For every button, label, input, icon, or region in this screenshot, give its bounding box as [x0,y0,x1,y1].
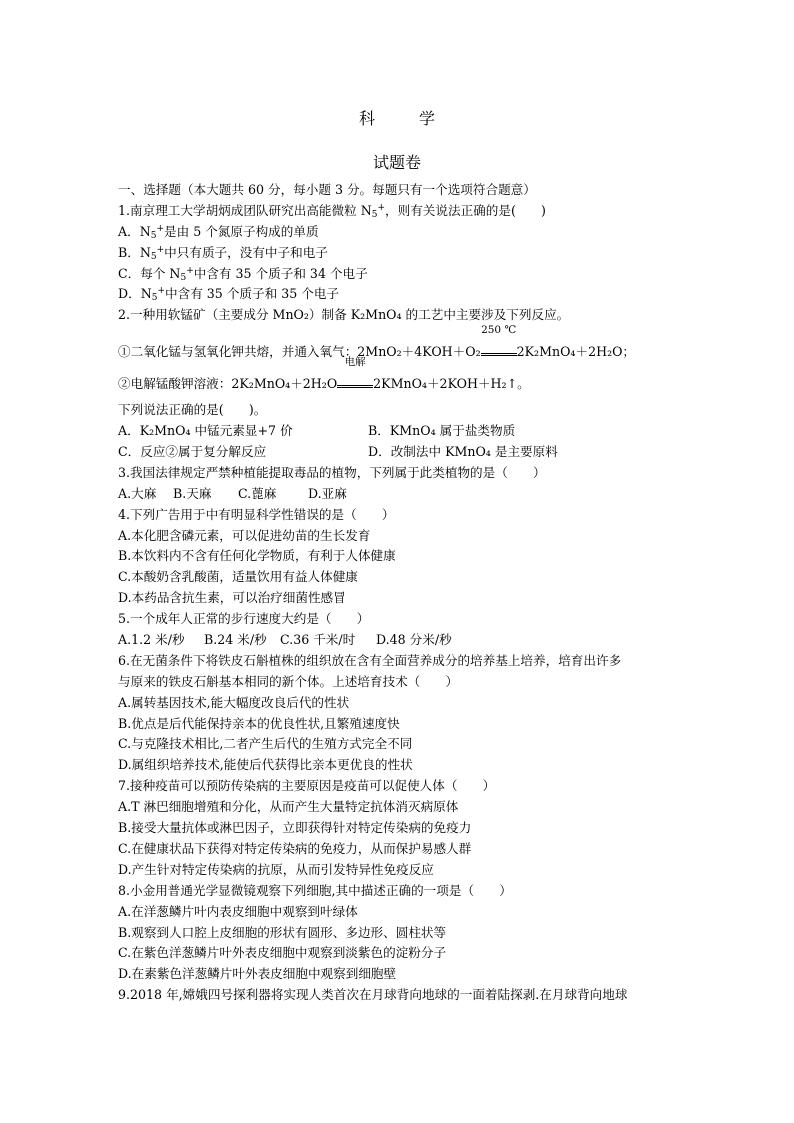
question-2-stem: 2.一种用软锰矿（主要成分 MnO₂）制备 K₂MnO₄ 的工艺中主要涉及下列反应。 [118,307,570,323]
option: C.在紫色洋葱鳞片叶外表皮细胞中观察到淡紫色的淀粉分子 [118,945,447,961]
option-row [118,630,678,651]
question-6-stem: 6.在无菌条件下将铁皮石斛植株的组织放在含有全面营养成分的培养基上培养，培育出许多 [118,652,622,668]
subject-char: 科 [358,109,375,128]
question-1-stem: 1.南京理工大学胡炳成团队研究出高能微粒 $N_5^+$，则有关说法正确的是( ) [118,202,546,220]
question-5-stem: 5.一个成年人正常的步行速度大约是（ ） [118,611,370,627]
option: C.在健康状品下获得对特定传染病的免疫力，从而保护易感人群 [118,840,472,856]
paper-title: 试题卷 [372,153,421,172]
option: D.亚麻 [308,485,347,501]
option: A.大麻 [118,485,157,501]
question-3-stem: 3.我国法律规定严禁种植能提取毒品的植物，下列属于此类植物的是（ ） [118,464,546,480]
question-9-stem: 9.2018 年,嫦娥四号探利器将实现人类首次在月球背向地球的一面着陆探剥.在月球背向地球 [118,987,628,1003]
option: C.36 千米/时 [280,632,356,648]
question-7-stem: 7.接种疫苗可以预防传染病的主要原因是疫苗可以促使人体（ ） [118,778,496,794]
option: D．改制法中 KMnO₄ 是主要原料 [368,444,558,460]
question-body [118,180,678,1006]
subject-char: 学 [419,109,436,128]
equation-2: ②电解锰酸钾溶液：2K₂MnO₄＋2H₂O 电解 2KMnO₄＋2KOH＋H₂↑。 [118,356,530,392]
question-6-stem: 与原来的铁皮石斛基本相同的新个体。上述培育技术（ ） [118,673,459,689]
option: A．K₂MnO₄ 中锰元素显+7 价 [118,423,293,439]
reaction-condition: 250 ℃ [481,337,517,356]
reaction-condition: 电解 [337,369,373,388]
option: D.48 分米/秒 [376,632,452,648]
option: C.蓖麻 [238,485,277,501]
option: A.1.2 米/秒 [118,632,185,648]
option: A.属转基因技术,能大幅度改良后代的性状 [118,694,350,710]
option-row [118,421,678,442]
option: D.在素紫色洋葱鳞片叶外表皮细胞中观察到细胞壁 [118,966,397,982]
option: D．$N_5^+$中含有 35 个质子和 35 个电子 [118,286,340,304]
option: C.与克隆技术相比,二者产生后代的生殖方式完全不同 [118,736,413,752]
option: A．$N_5^+$是由 5 个氮原子构成的单质 [118,223,319,241]
option: B.优点是后代能保持亲本的优良性状,且繁殖速度快 [118,715,400,731]
option: D.本药品含抗生素，可以治疗细菌性感冒 [118,590,346,606]
option: B.接受大量抗体或淋巴因子，立即获得针对特定传染病的免疫力 [118,820,472,836]
option: D.产生针对特定传染病的抗原，从而引发特异性免疫反应 [118,861,434,877]
question-4-stem: 4.下列广告用于中有明显科学性错误的是（ ） [118,506,395,522]
section-heading: 一、选择题（本大题共 60 分，每小题 3 分。每题只有一个选项符合题意） [118,182,536,197]
option: A.在洋葱鳞片叶内表皮细胞中观察到叶绿体 [118,903,358,919]
option: C.本酸奶含乳酸菌，适量饮用有益人体健康 [118,569,358,585]
option: B．$N_5^+$中只有质子，没有中子和电子 [118,244,328,262]
option: B.24 米/秒 [204,632,267,648]
option: C．反应②属于复分解反应 [118,444,267,460]
option-row [118,442,678,463]
option: B.本饮料内不含有任何化学物质，有利于人体健康 [118,548,396,564]
option: B．KMnO₄ 属于盐类物质 [368,423,516,439]
option-row [118,484,678,505]
option: D.属组织培养技术,能使后代获得比亲本更优良的性状 [118,757,413,773]
option: C．每个 $N_5^+$中含有 35 个质子和 34 个电子 [118,265,368,283]
question-8-stem: 8.小金用普通光学显微镜观察下列细胞,其中描述正确的一项是（ ） [118,882,512,898]
option: A.本化肥含磷元素，可以促进幼苗的生长发育 [118,527,371,543]
equation-1: ①二氧化锰与氢氧化钾共熔，并通入氧气：2MnO₂＋4KOH＋O₂ 250 ℃ 2K₂MnO₄＋2H₂O； [118,324,636,360]
question-2-ask: 下列说法正确的是( )。 [118,402,267,418]
subject-title [0,106,794,129]
option: B.天麻 [173,485,212,501]
option: B.观察到人口腔上皮细胞的形状有圆形、多边形、圆柱状等 [118,924,447,940]
option: A.T 淋巴细胞增殖和分化，从而产生大量特定抗体消灭病原体 [118,799,459,815]
